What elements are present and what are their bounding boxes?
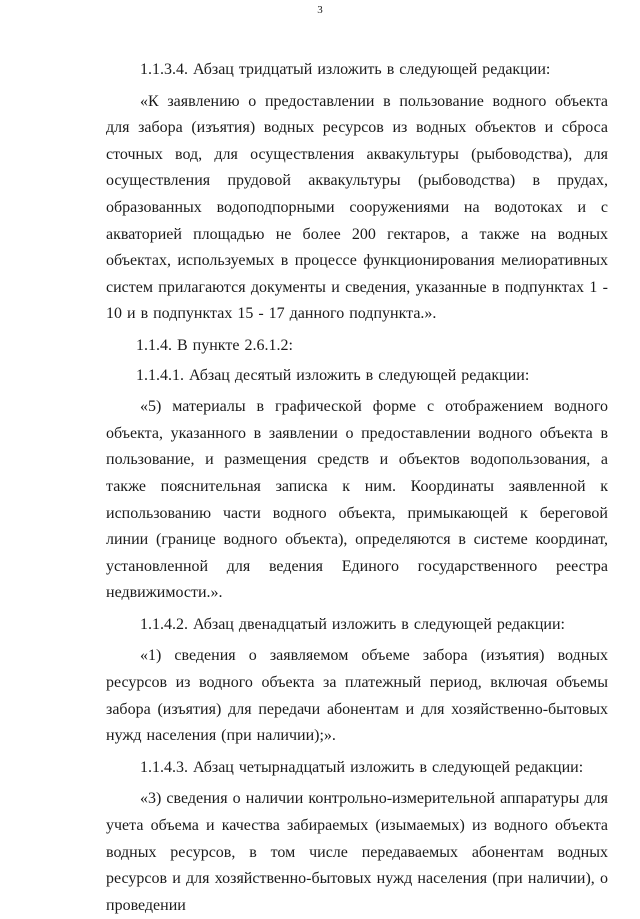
paragraph-1-1-3-4-heading: 1.1.3.4. Абзац тридцатый изложить в следующей редакции: (140, 61, 551, 78)
paragraph-1-1-4-heading: 1.1.4. В пункте 2.6.1.2: (136, 336, 293, 354)
paragraph-1-1-4-3-heading: 1.1.4.3. Абзац четырнадцатый изложить в следующей редакции: (140, 758, 584, 776)
paragraph-1-1-4-2-text: «1) сведения о заявляемом объеме забора (изъятия) водных ресурсов из водного объекта за платежный период, включая объемы забора (изъятия) для передачи абонентам и для хозяйственно-бытовых нужд населения (при наличии);». (106, 647, 608, 745)
document-body (106, 57, 608, 919)
paragraph-1-1-3-4-text: «К заявлению о предоставлении в пользование водного объекта для забора (изъятия) водных ресурсов из водных объектов и сброса сточных вод, для осуществления аквакультуры (рыбоводства), для осуществления прудовой аквакультуры (рыбоводства) в прудах, образованных водоподпорными сооружениями на водотоках и с акваторией площадью не более 200 гектаров, а также на водных объектах, используемых в процессе функционирования мелиоративных систем прилагаются документы и сведения, указанные в подпунктах 1 - 10 и в подпунктах 15 - 17 данного подпункта.». (106, 92, 608, 323)
page-number: 3 (317, 4, 323, 16)
paragraph-1-1-4-1-heading: 1.1.4.1. Абзац десятый изложить в следующей редакции: (136, 366, 530, 384)
paragraph-1-1-4-2-heading: 1.1.4.2. Абзац двенадцатый изложить в следующей редакции: (140, 615, 565, 633)
paragraph-1-1-4-1-text: «5) материалы в графической форме с отображением водного объекта, указанного в заявлении о предоставлении водного объекта в пользование, и размещения средств и объектов водопользования, а также пояснительная записка к ним. Координаты заявленной к использованию части водного объекта, примыкающей к береговой линии (границе водного объекта), определяются в системе координат, установленной для ведения Единого государственного реестра недвижимости.». (106, 398, 608, 602)
paragraph-1-1-4-3-text: «3) сведения о наличии контрольно-измерительной аппаратуры для учета объема и качества забираемых (изымаемых) из водного объекта водных ресурсов, в том числе передаваемых абонентам водных ресурсов и для хозяйственно-бытовых нужд населения (при наличии), о проведении (106, 790, 608, 914)
